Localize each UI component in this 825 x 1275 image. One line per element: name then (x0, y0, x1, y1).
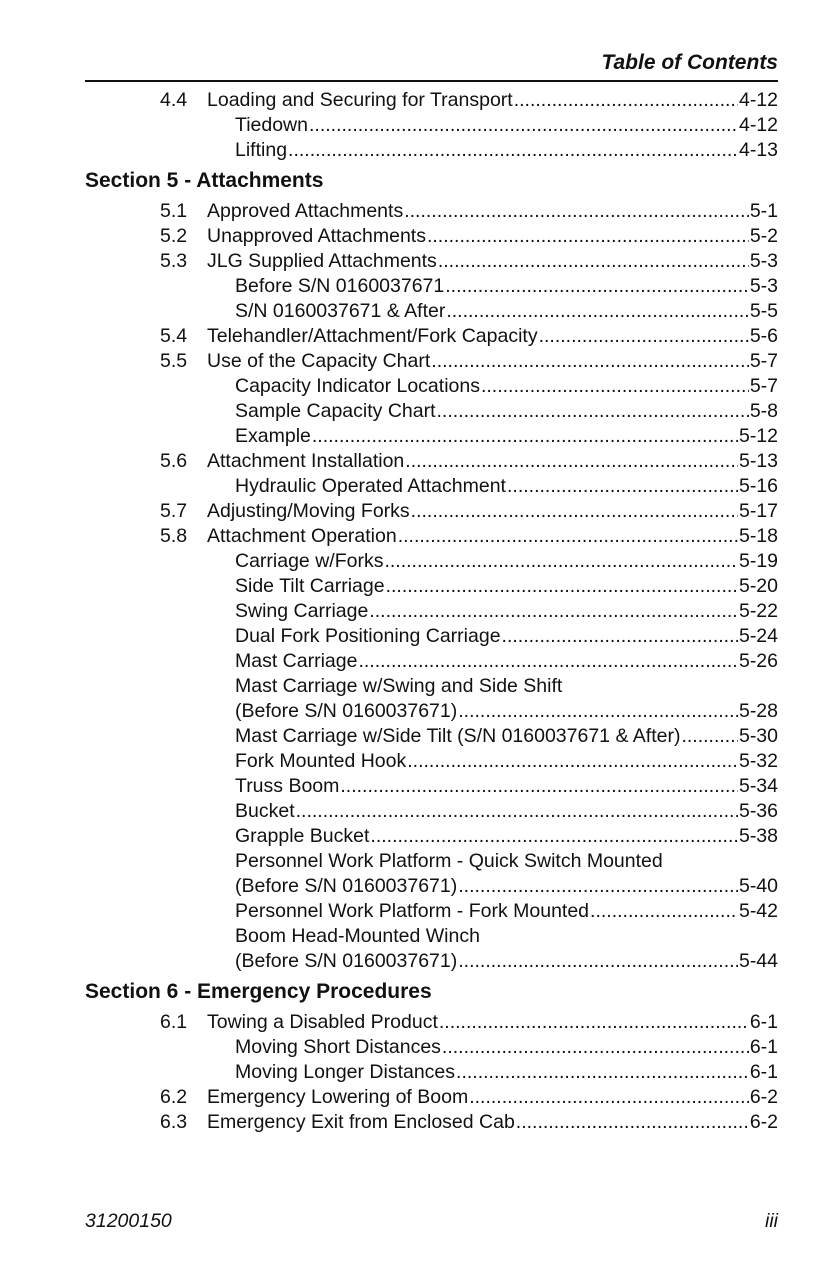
toc-subentry (85, 399, 778, 424)
toc-entry (85, 199, 778, 224)
entry-title: Loading and Securing for Transport (207, 89, 513, 111)
entry-line (207, 449, 778, 474)
dot-leader (681, 724, 738, 749)
entry-page: 5-19 (738, 550, 778, 572)
entry-page: 5-3 (749, 275, 778, 297)
entry-line (235, 949, 778, 974)
entry-page: 5-8 (749, 400, 778, 422)
toc-entry (85, 499, 778, 524)
entry-number: 5.7 (160, 500, 188, 522)
entry-page: 5-12 (738, 425, 778, 447)
dot-leader (398, 524, 738, 549)
toc-subentry (85, 549, 778, 574)
toc-subentry (85, 799, 778, 824)
entry-page: 5-17 (738, 500, 778, 522)
dot-leader (458, 874, 738, 899)
entry-page: 5-24 (738, 625, 778, 647)
toc-subentry (85, 113, 778, 138)
entry-page: 5-36 (738, 800, 778, 822)
dot-leader (539, 324, 749, 349)
entry-line (235, 424, 778, 449)
entry-title: Example (235, 425, 311, 447)
toc-subentry (85, 574, 778, 599)
entry-title: Unapproved Attachments (207, 225, 426, 247)
section-heading: Section 5 - Attachments (85, 169, 324, 192)
entry-title: Emergency Lowering of Boom (207, 1086, 469, 1108)
toc-subentry (85, 1035, 778, 1060)
entry-page: 5-42 (738, 900, 778, 922)
entry-line (235, 724, 778, 749)
toc-subentry (85, 474, 778, 499)
dot-leader (514, 88, 738, 113)
page-header (85, 50, 778, 82)
entry-line (207, 249, 778, 274)
entry-title: Hydraulic Operated Attachment (235, 475, 506, 497)
entry-title: Before S/N 0160037671 (235, 275, 445, 297)
entry-page: 5-28 (738, 700, 778, 722)
dot-leader (516, 1110, 749, 1135)
entry-title: Lifting (235, 139, 288, 161)
entry-line (207, 524, 778, 549)
dot-leader (507, 474, 738, 499)
dot-leader (369, 599, 738, 624)
toc-subentry (85, 749, 778, 774)
entry-title: Swing Carriage (235, 600, 369, 622)
toc-entry (85, 524, 778, 549)
entry-number: 5.2 (160, 225, 188, 247)
entry-line (235, 699, 778, 724)
entry-page: 5-2 (749, 225, 778, 247)
entry-page: 4-12 (738, 114, 778, 136)
entry-page: 6-2 (749, 1111, 778, 1133)
dot-leader (590, 899, 738, 924)
entry-line (235, 299, 778, 324)
dot-leader (340, 774, 738, 799)
toc-subentry (85, 824, 778, 849)
entry-title: (Before S/N 0160037671) (235, 875, 458, 897)
entry-number: 6.3 (160, 1111, 188, 1133)
entry-title: Carriage w/Forks (235, 550, 384, 572)
dot-leader (358, 649, 738, 674)
dot-leader (439, 1010, 749, 1035)
entry-line (235, 849, 778, 874)
dot-leader (288, 138, 738, 163)
toc-entry (85, 1110, 778, 1135)
entry-page: 5-34 (738, 775, 778, 797)
entry-page: 5-13 (738, 450, 778, 472)
entry-number: 6.2 (160, 1086, 188, 1108)
entry-line (207, 499, 778, 524)
entry-page: 5-38 (738, 825, 778, 847)
dot-leader (458, 699, 738, 724)
dot-leader (502, 624, 738, 649)
entry-number: 5.6 (160, 450, 188, 472)
entry-line (207, 1110, 778, 1135)
entry-title: Attachment Operation (207, 525, 397, 547)
toc-subentry (85, 774, 778, 799)
dot-leader (296, 799, 738, 824)
toc-subentry (85, 274, 778, 299)
toc-subentry (85, 299, 778, 324)
dot-leader (407, 749, 738, 774)
entry-title: Personnel Work Platform - Quick Switch Mounted (235, 850, 663, 872)
dot-leader (481, 374, 749, 399)
entry-line (207, 224, 778, 249)
entry-line (235, 274, 778, 299)
toc-entry (85, 1010, 778, 1035)
dot-leader (438, 249, 749, 274)
document-number: 31200150 (85, 1210, 172, 1232)
entry-title: Use of the Capacity Chart (207, 350, 431, 372)
entry-line (235, 374, 778, 399)
entry-number: 5.5 (160, 350, 188, 372)
entry-line (235, 824, 778, 849)
entry-line (235, 874, 778, 899)
entry-title: Attachment Installation (207, 450, 405, 472)
page-title: Table of Contents (601, 51, 778, 74)
dot-leader (437, 399, 749, 424)
toc-subentry (85, 1060, 778, 1085)
entry-title: Fork Mounted Hook (235, 750, 407, 772)
entry-page: 5-44 (738, 950, 778, 972)
entry-line (235, 138, 778, 163)
entry-title: (Before S/N 0160037671) (235, 700, 458, 722)
entry-line (207, 199, 778, 224)
toc-subentry (85, 874, 778, 899)
entry-title: Sample Capacity Chart (235, 400, 436, 422)
dot-leader (411, 499, 738, 524)
entry-line (207, 88, 778, 113)
entry-page: 5-7 (749, 350, 778, 372)
toc-subentry (85, 899, 778, 924)
entry-title: Mast Carriage (235, 650, 358, 672)
entry-line (235, 799, 778, 824)
entry-line (235, 649, 778, 674)
entry-page: 5-5 (749, 300, 778, 322)
toc-entry (85, 1085, 778, 1110)
entry-title: Tiedown (235, 114, 308, 136)
entry-number: 4.4 (160, 89, 188, 111)
toc-entry (85, 349, 778, 374)
entry-title: Approved Attachments (207, 200, 404, 222)
section-heading: Section 6 - Emergency Procedures (85, 980, 432, 1003)
toc-entry (85, 324, 778, 349)
toc-entry (85, 224, 778, 249)
toc-subentry (85, 374, 778, 399)
entry-line (235, 574, 778, 599)
dot-leader (442, 1035, 749, 1060)
entry-number: 5.3 (160, 250, 188, 272)
entry-number: 5.8 (160, 525, 188, 547)
entry-page: 5-22 (738, 600, 778, 622)
entry-title: Bucket (235, 800, 295, 822)
entry-title: Truss Boom (235, 775, 340, 797)
entry-line (207, 1085, 778, 1110)
entry-line (235, 749, 778, 774)
entry-title: Side Tilt Carriage (235, 575, 385, 597)
table-of-contents (85, 88, 778, 1135)
toc-subentry (85, 624, 778, 649)
entry-number: 6.1 (160, 1011, 188, 1033)
entry-line (235, 399, 778, 424)
toc-subentry (85, 674, 778, 699)
toc-entry (85, 249, 778, 274)
page-number: iii (765, 1210, 778, 1232)
toc-subentry (85, 424, 778, 449)
toc-subentry (85, 724, 778, 749)
page-footer (85, 1210, 778, 1234)
entry-page: 5-30 (738, 725, 778, 747)
entry-page: 5-32 (738, 750, 778, 772)
entry-line (235, 1035, 778, 1060)
entry-page: 4-13 (738, 139, 778, 161)
entry-title: Moving Longer Distances (235, 1061, 456, 1083)
entry-title: S/N 0160037671 & After (235, 300, 446, 322)
entry-line (235, 474, 778, 499)
entry-number: 5.4 (160, 325, 188, 347)
toc-entry (85, 449, 778, 474)
entry-line (235, 549, 778, 574)
entry-page: 5-16 (738, 475, 778, 497)
dot-leader (445, 274, 749, 299)
dot-leader (405, 449, 738, 474)
entry-page: 4-12 (738, 89, 778, 111)
toc-subentry (85, 949, 778, 974)
entry-title: Personnel Work Platform - Fork Mounted (235, 900, 590, 922)
toc-subentry (85, 699, 778, 724)
toc-subentry (85, 138, 778, 163)
entry-title: Mast Carriage w/Swing and Side Shift (235, 675, 563, 697)
dot-leader (456, 1060, 749, 1085)
dot-leader (458, 949, 738, 974)
entry-page: 6-2 (749, 1086, 778, 1108)
entry-page: 6-1 (749, 1011, 778, 1033)
entry-title: Emergency Exit from Enclosed Cab (207, 1111, 515, 1133)
entry-title: (Before S/N 0160037671) (235, 950, 458, 972)
dot-leader (386, 574, 738, 599)
toc-subentry (85, 649, 778, 674)
entry-title: Towing a Disabled Product (207, 1011, 438, 1033)
entry-line (235, 774, 778, 799)
entry-line (235, 674, 778, 699)
toc-subentry (85, 849, 778, 874)
entry-title: JLG Supplied Attachments (207, 250, 437, 272)
entry-page: 5-20 (738, 575, 778, 597)
toc-subentry (85, 924, 778, 949)
entry-page: 5-6 (749, 325, 778, 347)
entry-line (207, 1010, 778, 1035)
entry-line (235, 113, 778, 138)
entry-line (235, 599, 778, 624)
entry-line (235, 624, 778, 649)
dot-leader (469, 1085, 749, 1110)
dot-leader (309, 113, 738, 138)
entry-line (235, 924, 778, 949)
entry-title: Grapple Bucket (235, 825, 370, 847)
entry-title: Boom Head-Mounted Winch (235, 925, 480, 947)
entry-page: 5-7 (749, 375, 778, 397)
entry-line (207, 349, 778, 374)
dot-leader (370, 824, 738, 849)
entry-line (235, 899, 778, 924)
entry-page: 5-1 (749, 200, 778, 222)
dot-leader (427, 224, 749, 249)
entry-title: Capacity Indicator Locations (235, 375, 480, 397)
entry-page: 6-1 (749, 1061, 778, 1083)
dot-leader (404, 199, 749, 224)
toc-subentry (85, 599, 778, 624)
dot-leader (312, 424, 738, 449)
entry-page: 5-18 (738, 525, 778, 547)
entry-page: 5-3 (749, 250, 778, 272)
entry-title: Adjusting/Moving Forks (207, 500, 410, 522)
entry-line (207, 324, 778, 349)
entry-line (235, 1060, 778, 1085)
entry-page: 5-26 (738, 650, 778, 672)
dot-leader (446, 299, 748, 324)
entry-title: Telehandler/Attachment/Fork Capacity (207, 325, 538, 347)
dot-leader (431, 349, 749, 374)
toc-entry (85, 88, 778, 113)
entry-title: Moving Short Distances (235, 1036, 441, 1058)
entry-page: 6-1 (749, 1036, 778, 1058)
dot-leader (384, 549, 738, 574)
entry-page: 5-40 (738, 875, 778, 897)
entry-title: Mast Carriage w/Side Tilt (S/N 0160037671 & After) (235, 725, 681, 747)
entry-number: 5.1 (160, 200, 188, 222)
entry-title: Dual Fork Positioning Carriage (235, 625, 501, 647)
